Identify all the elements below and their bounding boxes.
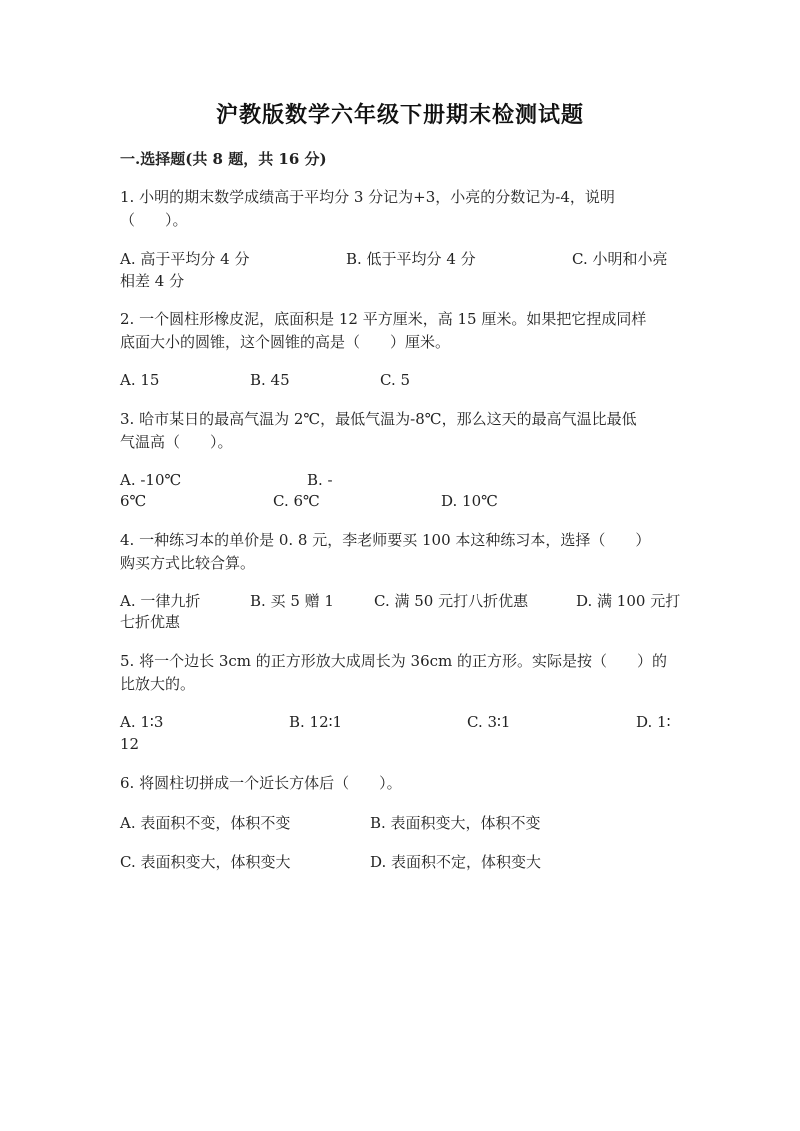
question-5-option-d: D. 1∶ [636,713,671,731]
question-3 [120,408,680,454]
question-4-option-d-cont: 七折优惠 [120,613,181,631]
question-6-option-d: D. 表面积不定，体积变大 [370,853,542,871]
question-5 [120,650,680,696]
question-6-line-1: 6. 将圆柱切拼成一个近长方体后（ ）。 [120,774,402,792]
question-2-option-b: B. 45 [250,371,290,389]
question-1-option-a: A. 高于平均分 4 分 [120,250,250,268]
question-1-option-c-cont: 相差 4 分 [120,272,185,290]
question-4-option-c: C. 满 50 元打八折优惠 [374,592,529,610]
question-3-line-2: 气温高（ ）。 [120,433,233,451]
question-2-line-1: 2. 一个圆柱形橡皮泥，底面积是 12 平方厘米，高 15 厘米。如果把它捏成同样 [120,310,647,328]
question-5-line-1: 5. 将一个边长 3cm 的正方形放大成周长为 36cm 的正方形。实际是按（ ）的 [120,652,668,670]
question-3-option-b-cont: 6℃ [120,492,147,510]
question-6-option-a: A. 表面积不变，体积不变 [120,814,291,832]
question-5-line-2: 比放大的。 [120,675,196,693]
question-2-option-a: A. 15 [120,371,160,389]
question-4-line-2: 购买方式比较合算。 [120,554,256,572]
question-1 [120,186,680,232]
question-2-option-c: C. 5 [380,371,411,389]
question-4-line-1: 4. 一种练习本的单价是 0. 8 元，李老师要买 100 本这种练习本，选择（ ） [120,531,651,549]
question-5-option-d-cont: 12 [120,735,140,753]
question-6 [120,772,680,795]
question-4-option-a: A. 一律九折 [120,592,201,610]
question-3-option-c: C. 6℃ [273,492,320,510]
question-3-line-1: 3. 哈市某日的最高气温为 2℃，最低气温为-8℃，那么这天的最高气温比最低 [120,410,637,428]
question-4-option-d: D. 满 100 元打 [576,592,681,610]
question-1-line-2: （ ）。 [120,211,188,229]
question-6-option-c: C. 表面积变大，体积变大 [120,853,291,871]
question-1-line-1: 1. 小明的期末数学成绩高于平均分 3 分记为+3，小亮的分数记为-4，说明 [120,188,615,206]
question-2 [120,308,680,354]
question-1-option-c: C. 小明和小亮 [572,250,668,268]
question-4-option-b: B. 买 5 赠 1 [250,592,334,610]
question-3-option-a: A. -10℃ [120,471,182,489]
question-3-option-b: B. - [307,471,333,489]
question-3-option-d: D. 10℃ [441,492,498,510]
question-5-option-a: A. 1∶3 [120,713,164,731]
page-title: 沪教版数学六年级下册期末检测试题 [215,102,584,128]
question-5-option-c: C. 3∶1 [467,713,511,731]
question-1-option-b: B. 低于平均分 4 分 [346,250,476,268]
section-heading: 一.选择题(共 8 题，共 16 分) [120,150,327,168]
question-2-line-2: 底面大小的圆锥，这个圆锥的高是（ ）厘米。 [120,333,451,351]
question-6-option-b: B. 表面积变大，体积不变 [370,814,541,832]
question-5-option-b: B. 12∶1 [289,713,343,731]
question-4 [120,529,680,575]
